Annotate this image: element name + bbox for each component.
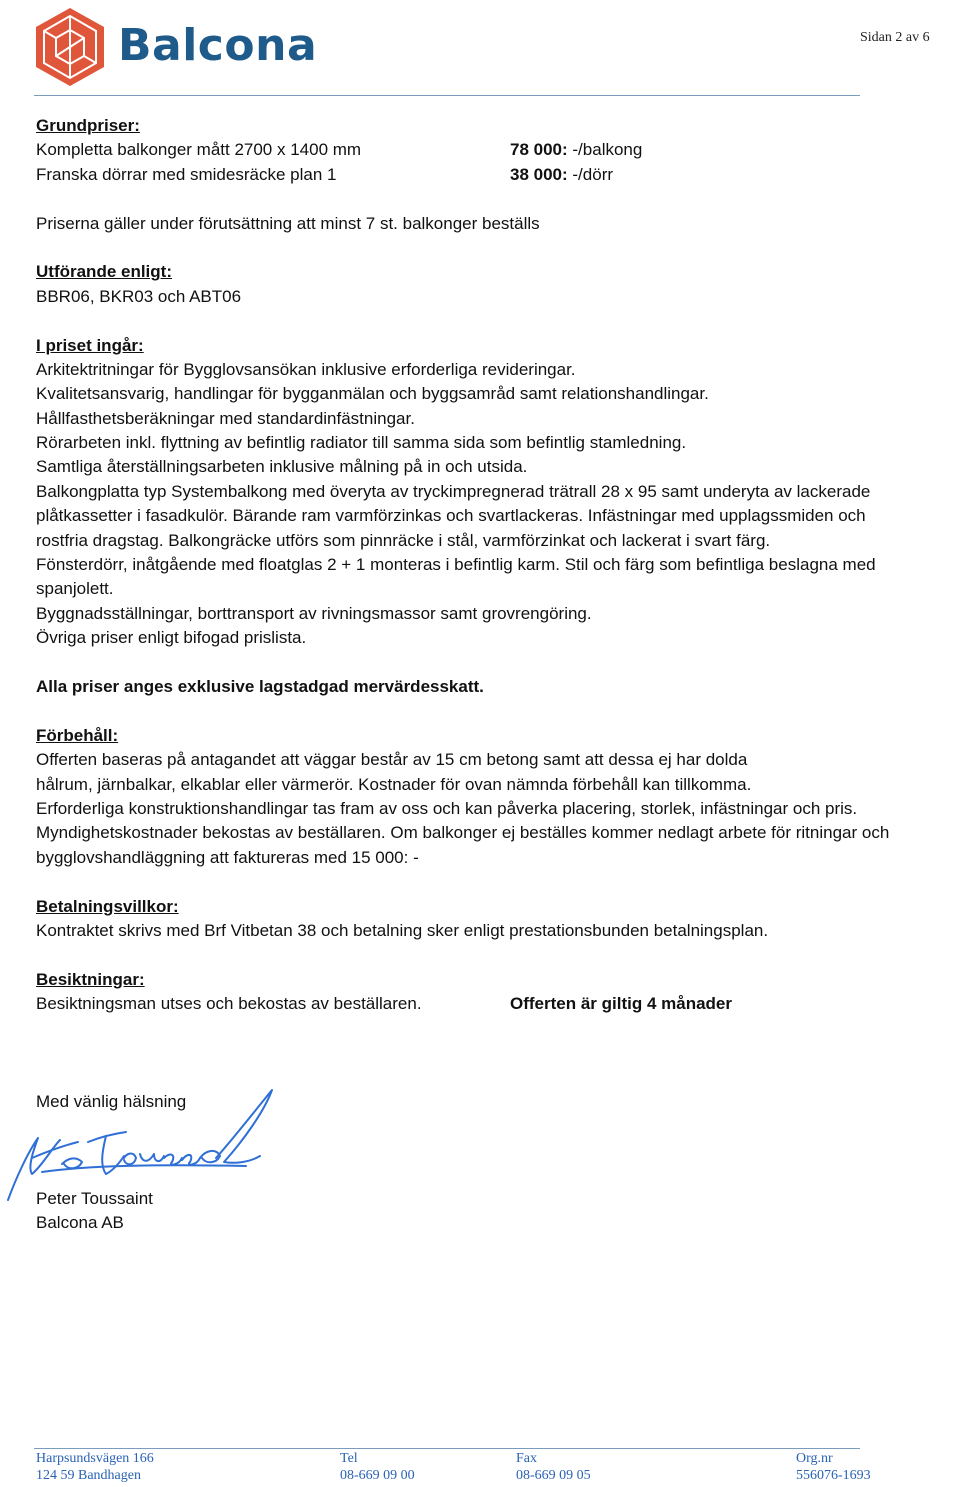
forbehall-line: Offerten baseras på antagandet att väggar består av 15 cm betong samt att dessa ej har dolda	[36, 750, 748, 770]
offer-validity: Offerten är giltig 4 månader	[510, 994, 732, 1014]
ingar-line: rostfria dragstag. Balkongräcke utförs som pinnräcke i stål, varmförzinkat och lackerat i svart färg.	[36, 530, 771, 550]
grundpriser-heading: Grundpriser:	[36, 116, 140, 135]
price-label: Kompletta balkonger mått 2700 x 1400 mm	[36, 140, 362, 160]
ingar-line: plåtkassetter i fasadkulör. Bärande ram varmförzinkas och svartlackeras. Infästningar med upplagssmiden och	[36, 506, 866, 526]
footer-postal: 124 59 Bandhagen	[36, 1468, 141, 1483]
ingar-line: Kvalitetsansvarig, handlingar för bygganmälan och byggsamråd samt relationshandlingar.	[36, 384, 709, 404]
price-value: 38 000: -/dörr	[510, 164, 614, 184]
document-body	[36, 114, 960, 1016]
ingar-line: Samtliga återställningsarbeten inklusive målning på in och utsida.	[36, 457, 528, 477]
price-condition: Priserna gäller under förutsättning att minst 7 st. balkonger beställs	[36, 213, 540, 233]
utforande-heading: Utförande enligt:	[36, 262, 172, 282]
ingar-line: spanjolett.	[36, 579, 114, 599]
betalning-text: Kontraktet skrivs med Brf Vitbetan 38 och betalning sker enligt prestationsbunden betalningsplan.	[36, 920, 769, 940]
footer-tel	[340, 1450, 415, 1484]
footer-org-number: 556076-1693	[796, 1468, 871, 1483]
ingar-line: Rörarbeten inkl. flyttning av befintlig radiator till samma sida som befintlig stamledning.	[36, 433, 687, 453]
footer-tel-label: Tel	[340, 1451, 358, 1466]
footer-fax-label: Fax	[516, 1451, 537, 1466]
footer-divider	[34, 1448, 860, 1449]
signer-company: Balcona AB	[36, 1213, 124, 1233]
vat-notice: Alla priser anges exklusive lagstadgad mervärdesskatt.	[36, 676, 484, 696]
footer-org	[796, 1450, 871, 1484]
closing-greeting: Med vänlig hälsning	[36, 1092, 187, 1111]
forbehall-line: Erforderliga konstruktionshandlingar tas fram av oss och kan påverka placering, storlek, infästningar och pris.	[36, 798, 858, 818]
utforande-text: BBR06, BKR03 och ABT06	[36, 286, 242, 306]
forbehall-heading: Förbehåll:	[36, 725, 119, 745]
ingar-line: Arkitektritningar för Bygglovsansökan inklusive erforderliga revideringar.	[36, 359, 576, 379]
header-divider	[34, 95, 860, 96]
betalning-heading: Betalningsvillkor:	[36, 896, 179, 916]
brand-name: Balcona	[118, 20, 318, 71]
ingar-line: Övriga priser enligt bifogad prislista.	[36, 628, 307, 648]
forbehall-line: bygglovshandläggning att faktureras med 15 000: -	[36, 847, 419, 867]
page-number: Sidan 2 av 6	[860, 30, 930, 45]
price-label: Franska dörrar med smidesräcke plan 1	[36, 164, 337, 184]
besiktning-text: Besiktningsman utses och bekostas av beställaren.	[36, 994, 422, 1014]
footer-address	[36, 1450, 154, 1484]
price-value: 78 000: -/balkong	[510, 140, 643, 160]
ingar-line: Hållfasthetsberäkningar med standardinfästningar.	[36, 408, 415, 428]
ingar-line: Byggnadsställningar, borttransport av rivningsmassor samt grovrengöring.	[36, 603, 592, 623]
footer-tel-number: 08-669 09 00	[340, 1468, 415, 1483]
signature-block	[36, 1187, 153, 1236]
besiktning-heading: Besiktningar:	[36, 969, 145, 989]
ingar-heading: I priset ingår:	[36, 335, 144, 355]
price-row	[36, 163, 960, 187]
ingar-line: Fönsterdörr, inåtgående med floatglas 2 + 1 monteras i befintlig karm. Stil och färg som befintliga beslagna med	[36, 555, 876, 575]
footer-street: Harpsundsvägen 166	[36, 1451, 154, 1466]
price-row	[36, 138, 960, 162]
footer-org-label: Org.nr	[796, 1451, 833, 1466]
signer-name: Peter Toussaint	[36, 1189, 153, 1208]
footer-fax-number: 08-669 09 05	[516, 1468, 591, 1483]
forbehall-line: Myndighetskostnader bekostas av beställaren. Om balkonger ej beställes kommer nedlagt arbete för ritningar och	[36, 823, 890, 843]
footer-fax	[516, 1450, 591, 1484]
forbehall-line: hålrum, järnbalkar, elkablar eller värmerör. Kostnader för ovan nämnda förbehåll kan tillkomma.	[36, 774, 752, 794]
besiktning-row	[36, 992, 960, 1016]
ingar-line: Balkongplatta typ Systembalkong med överyta av tryckimpregnerad trätrall 28 x 95 samt underyta av lackerade	[36, 481, 871, 501]
